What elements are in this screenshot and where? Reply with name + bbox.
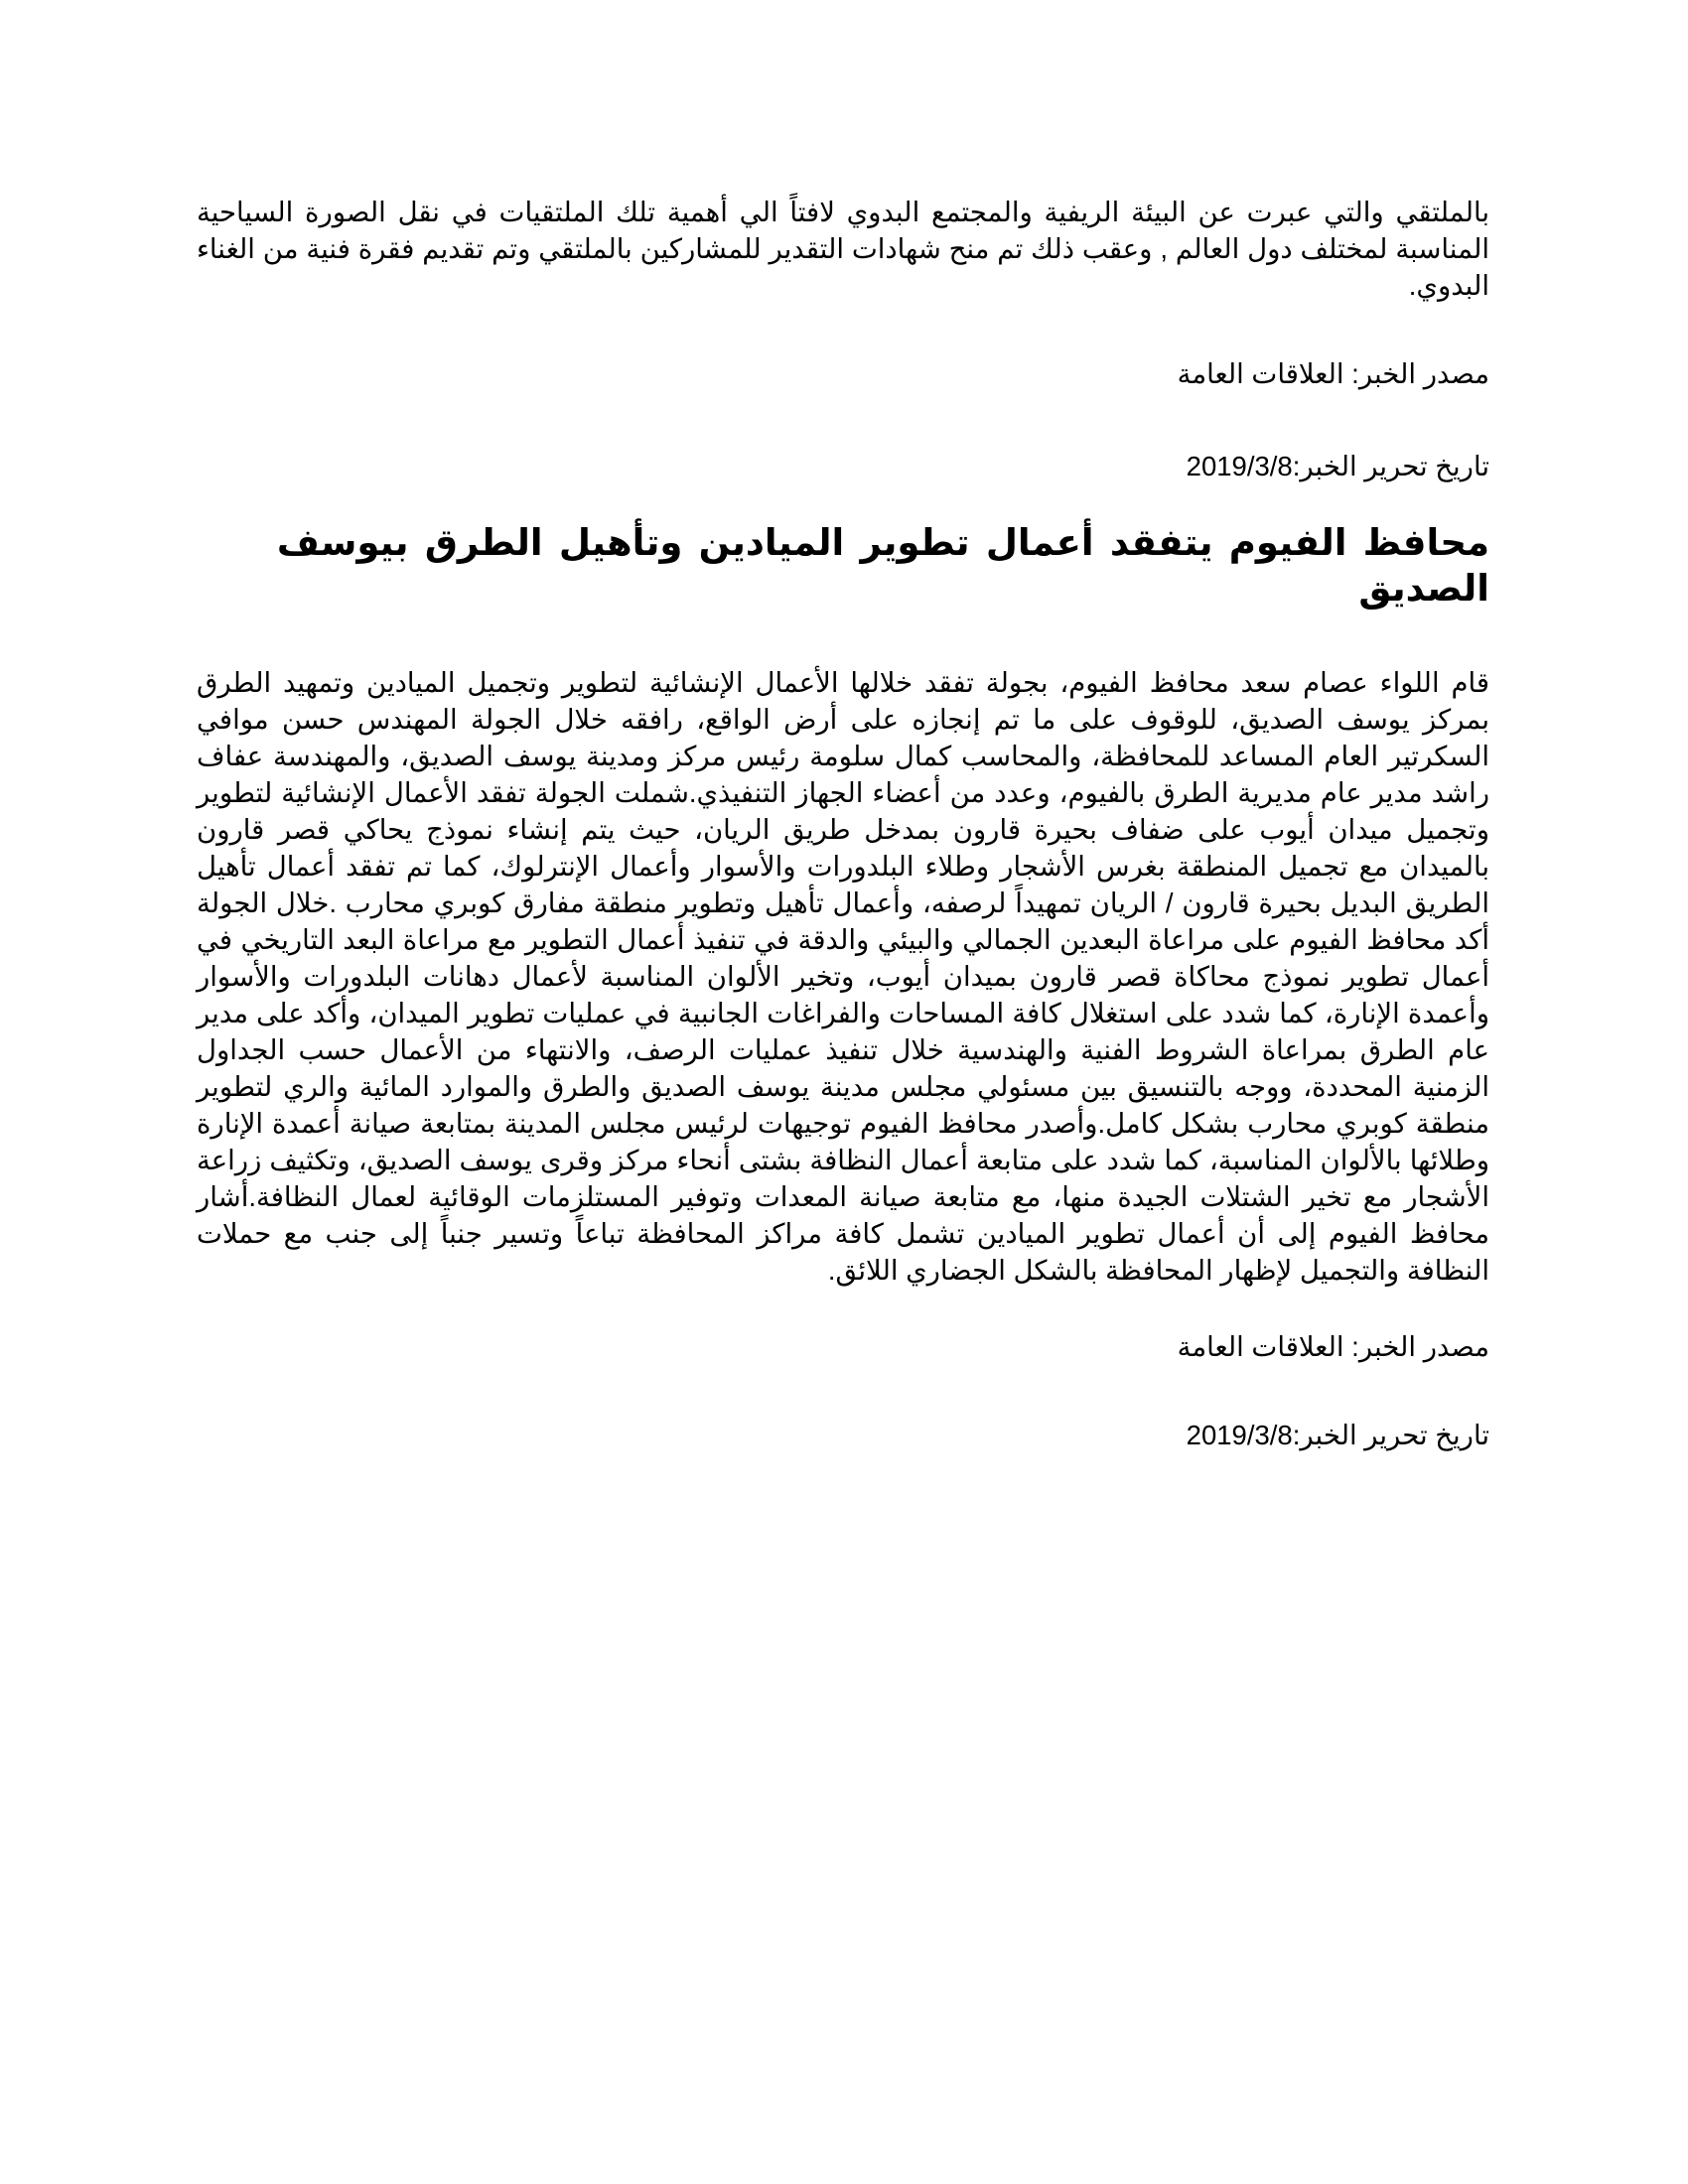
news-date-line: تاريخ تحرير الخبر:2019/3/8 (1186, 451, 1489, 481)
article-source-line: مصدر الخبر: العلاقات العامة (1177, 1331, 1489, 1362)
article-body: قام اللواء عصام سعد محافظ الفيوم، بجولة تفقد خلالها الأعمال الإنشائية لتطوير وتجميل الميادين وتمهيد الطرق بمركز يوسف الصديق، للوقوف على ما تم إنجازه على أرض الواقع، رافقه خلال الجولة المهندس حسن موافي السكرتير العام المساعد للمحافظة، والمحاسب كمال سلومة رئيس مركز ومدينة يوسف الصديق، والمهندسة عفاف راشد مدير عام مديرية الطرق بالفيوم، وعدد من أعضاء الجهاز التنفيذي.شملت الجولة تفقد الأعمال الإنشائية لتطوير وتجميل ميدان أيوب على ضفاف بحيرة قارون بمدخل طريق الريان، حيث يتم إنشاء نموذج يحاكي قصر قارون بالميدان مع تجميل المنطقة بغرس الأشجار وطلاء البلدورات والأسوار وأعمال الإنترلوك، كما تم تفقد أعمال تأهيل الطريق البديل بحيرة قارون / الريان تمهيداً لرصفه، وأعمال تأهيل وتطوير منطقة مفارق كوبري محارب .خلال الجولة أكد محافظ الفيوم على مراعاة البعدين الجمالي والبيئي والدقة في تنفيذ أعمال التطوير مع مراعاة البعد التاريخي في أعمال تطوير نموذج محاكاة قصر قارون بميدان أيوب، وتخير الألوان المناسبة لأعمال دهانات البلدورات والأسوار وأعمدة الإنارة، كما شدد على استغلال كافة المساحات والفراغات الجانبية في عمليات تطوير الميدان، وأكد على مدير عام الطرق بمراعاة الشروط الفنية والهندسية خلال تنفيذ عمليات الرصف، والانتهاء من الأعمال حسب الجداول الزمنية المحددة، ووجه بالتنسيق بين مسئولي مجلس مدينة يوسف الصديق والطرق والموارد المائية والري لتطوير منطقة كوبري محارب بشكل كامل.وأصدر محافظ الفيوم توجيهات لرئيس مجلس المدينة بمتابعة صيانة أعمدة الإنارة وطلائها بالألوان المناسبة، كما شدد على متابعة أعمال النظافة بشتى أنحاء مركز وقرى يوسف الصديق، وتكثيف زراعة الأشجار مع تخير الشتلات الجيدة منها، مع متابعة صيانة المعدات وتوفير المستلزمات الوقائية لعمال النظافة.أشار محافظ الفيوم إلى أن أعمال تطوير الميادين تشمل كافة مراكز المحافظة تباعاً وتسير جنباً إلى جنب مع حملات النظافة والتجميل لإظهار المحافظة بالشكل الجضاري اللائق. (197, 667, 1489, 1286)
news-source-line: مصدر الخبر: العلاقات العامة (1177, 358, 1489, 389)
document-page (197, 194, 1489, 1453)
article-headline: محافظ الفيوم يتفقد أعمال تطوير الميادين وتأهيل الطرق بيوسف الصديق (276, 522, 1489, 609)
article-date-line: تاريخ تحرير الخبر:2019/3/8 (1186, 1420, 1489, 1450)
intro-paragraph: بالملتقي والتي عبرت عن البيئة الريفية والمجتمع البدوي لافتاً الي أهمية تلك الملتقيات في نقل الصورة السياحية المناسبة لمختلف دول العالم , وعقب ذلك تم منح شهادات التقدير للمشاركين بالملتقي وتم تقديم فقرة فنية من الغناء البدوي. (197, 197, 1489, 301)
